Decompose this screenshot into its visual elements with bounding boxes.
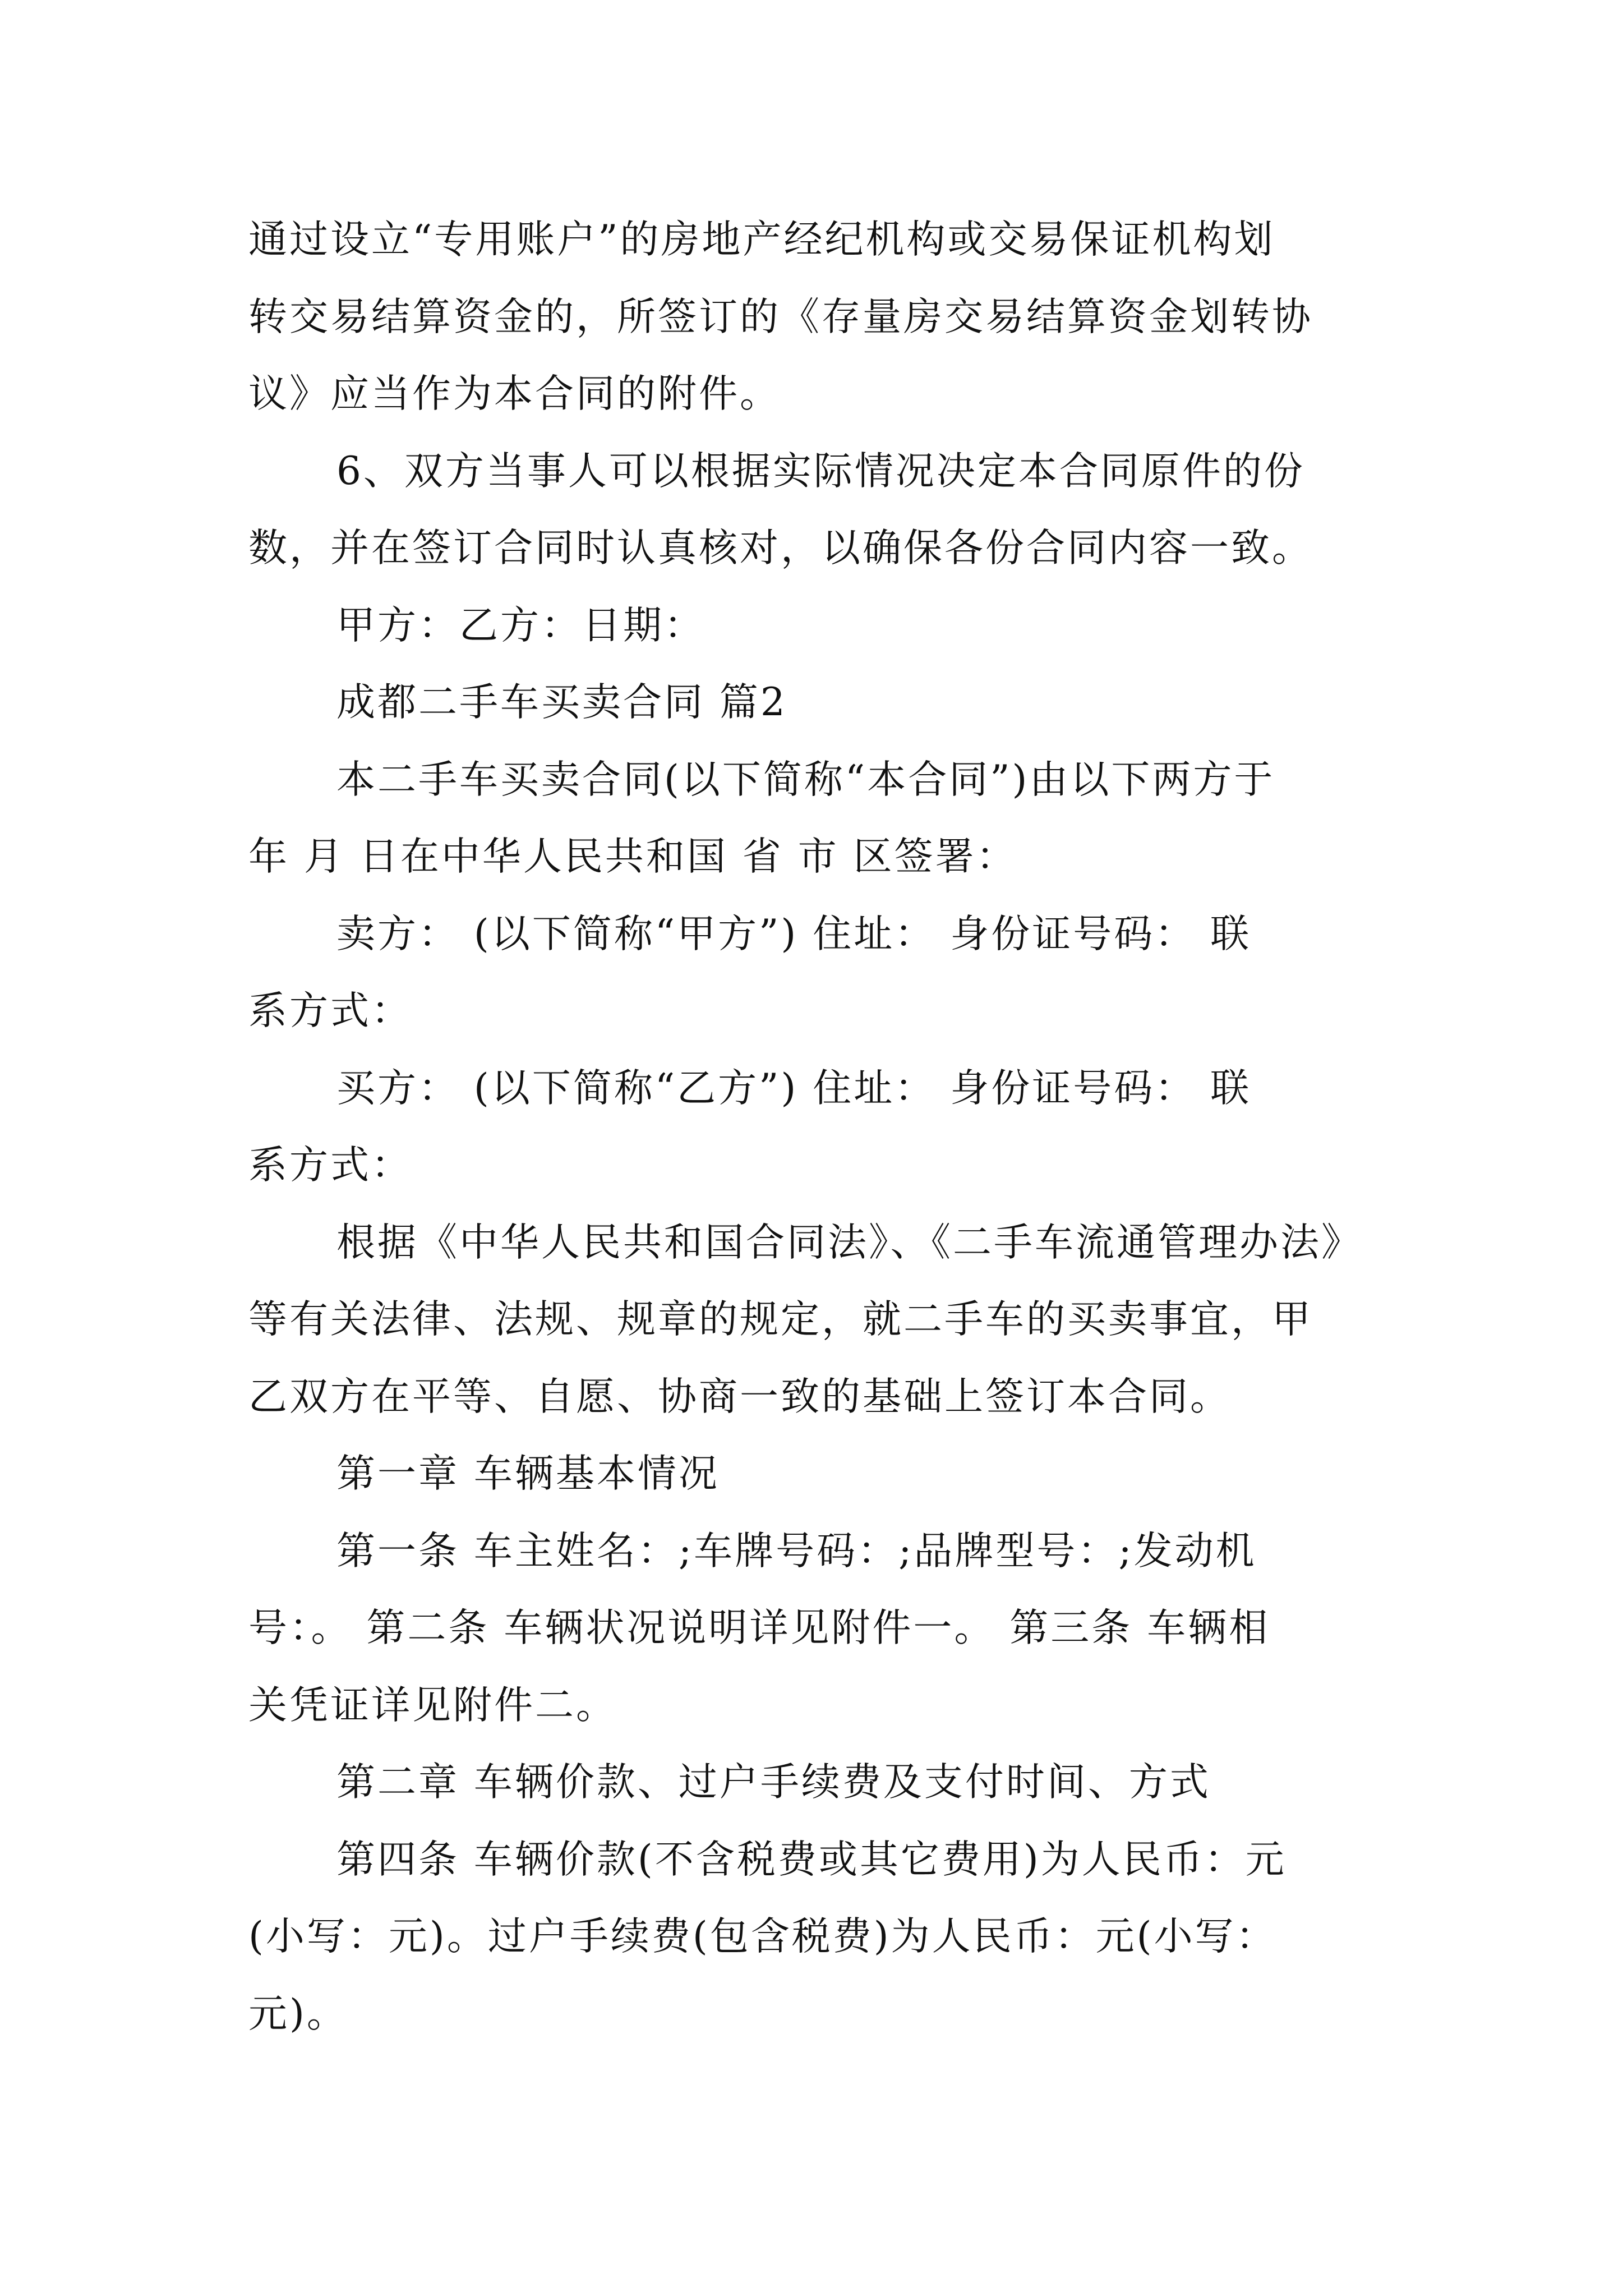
paragraph-line: 等有关法律、法规、规章的规定，就二手车的买卖事宜，甲 bbox=[248, 1297, 1313, 1342]
paragraph-line: 元)。 bbox=[248, 1991, 348, 2036]
chapter-heading: 第二章 车辆价款、过户手续费及支付时间、方式 bbox=[336, 1760, 1211, 1805]
paragraph-line: 6、双方当事人可以根据实际情况决定本合同原件的份 bbox=[336, 449, 1305, 494]
section-heading: 成都二手车买卖合同 篇2 bbox=[336, 680, 787, 725]
buyer-info-line: 买方： (以下简称“乙方”) 住址： 身份证号码： 联 bbox=[336, 1066, 1252, 1111]
seller-info-line: 卖方： (以下简称“甲方”) 住址： 身份证号码： 联 bbox=[336, 912, 1252, 956]
chapter-heading: 第一章 车辆基本情况 bbox=[336, 1451, 720, 1496]
paragraph-line: 根据《中华人民共和国合同法》、《二手车流通管理办法》 bbox=[336, 1220, 1362, 1265]
paragraph-line: 第一条 车主姓名：;车牌号码：;品牌型号：;发动机 bbox=[336, 1529, 1257, 1573]
paragraph-line: (小写：元)。过户手续费(包含税费)为人民币：元(小写： bbox=[248, 1914, 1277, 1959]
paragraph-line: 年 月 日在中华人民共和国 省 市 区签署： bbox=[248, 834, 1017, 879]
paragraph-line: 关凭证详见附件二。 bbox=[248, 1683, 617, 1728]
seller-info-line: 系方式： bbox=[248, 988, 412, 1033]
paragraph-line: 第四条 车辆价款(不含税费或其它费用)为人民币：元 bbox=[336, 1837, 1287, 1882]
paragraph-line: 号：。 第二条 车辆状况说明详见附件一。 第三条 车辆相 bbox=[248, 1605, 1270, 1650]
paragraph-line: 议》应当作为本合同的附件。 bbox=[248, 371, 781, 416]
buyer-info-line: 系方式： bbox=[248, 1143, 412, 1188]
paragraph-line: 转交易结算资金的，所签订的《存量房交易结算资金划转协 bbox=[248, 295, 1313, 339]
paragraph-line: 数，并在签订合同时认真核对，以确保各份合同内容一致。 bbox=[248, 526, 1313, 570]
signature-line: 甲方：乙方：日期： bbox=[336, 603, 705, 648]
paragraph-line: 本二手车买卖合同(以下简称“本合同”)由以下两方于 bbox=[336, 757, 1275, 802]
paragraph-line: 乙双方在平等、自愿、协商一致的基础上签订本合同。 bbox=[248, 1374, 1231, 1419]
paragraph-line: 通过设立“专用账户”的房地产经纪机构或交易保证机构划 bbox=[248, 217, 1275, 262]
